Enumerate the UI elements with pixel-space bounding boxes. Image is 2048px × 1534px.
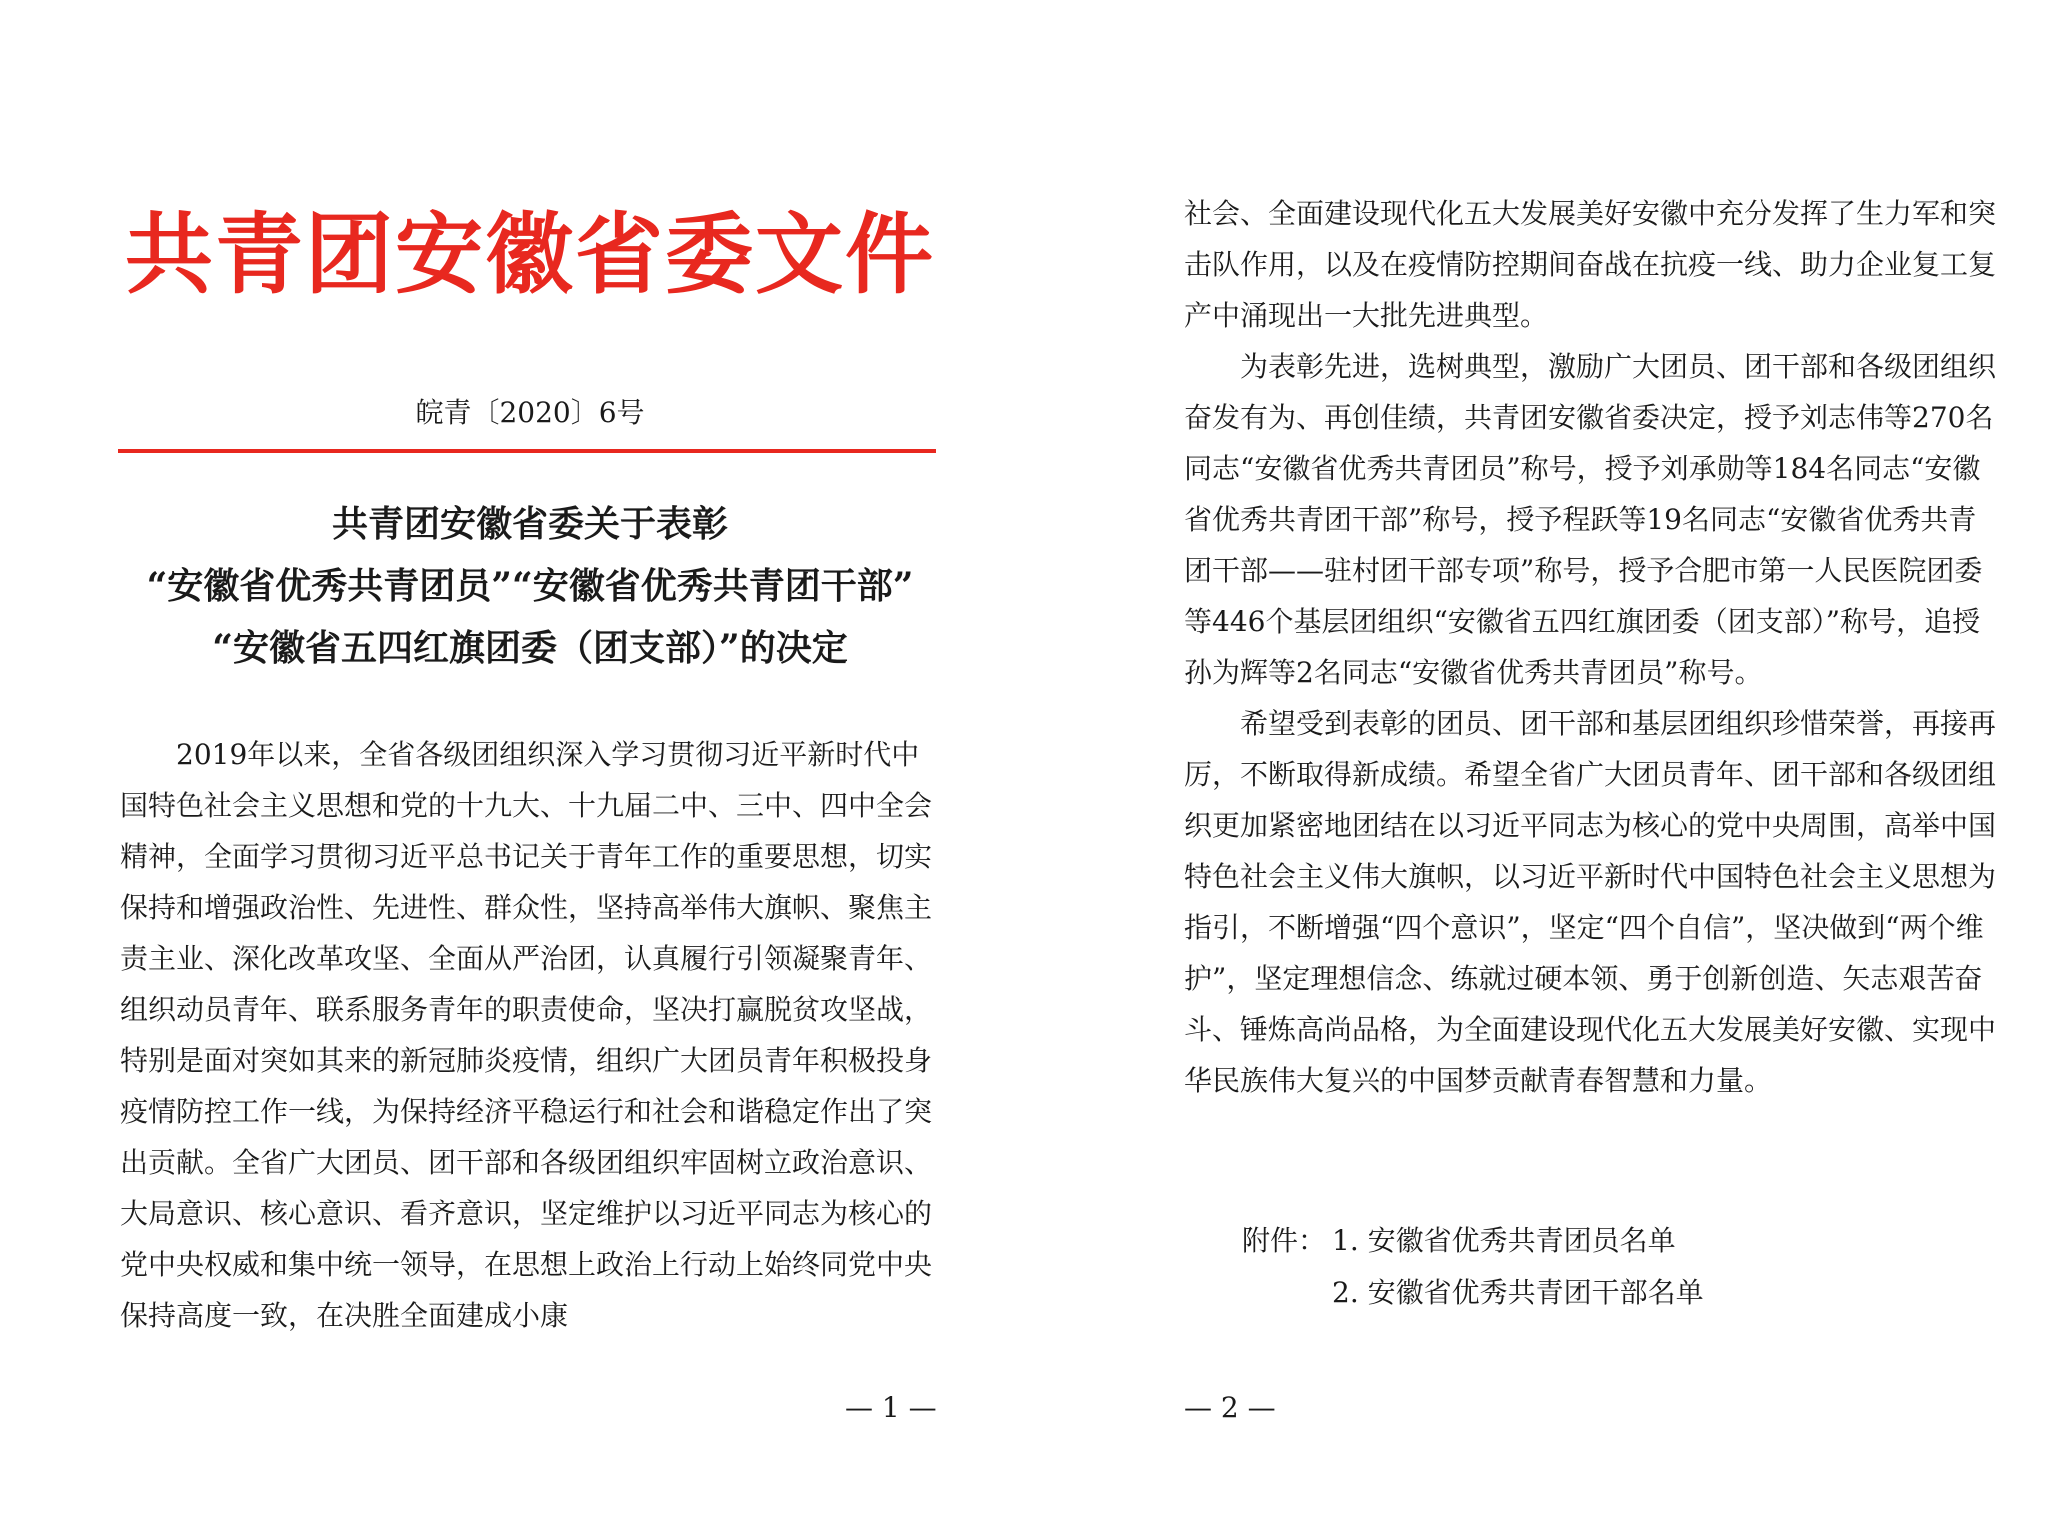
page-number-1: — 1 — (845, 1391, 937, 1424)
page-number-2: — 2 — (1184, 1391, 1276, 1424)
title-line-2: “安徽省优秀共青团员”“安徽省优秀共青团干部” (146, 565, 914, 607)
attachment-name: 1. 安徽省优秀共青团员名单 (1332, 1224, 1676, 1257)
body-text-page-2 (1184, 188, 2004, 1106)
document-title (120, 493, 940, 679)
attachments-label: 附件： (1242, 1224, 1327, 1257)
title-line-3: “安徽省五四红旗团委（团支部）”的决定 (212, 627, 848, 669)
attachments-list (1242, 1215, 1704, 1319)
attachment-item-1 (1242, 1215, 1704, 1267)
red-divider-line (118, 449, 936, 453)
body-text-page-1 (120, 729, 940, 1341)
title-line-1: 共青团安徽省委关于表彰 (331, 503, 728, 545)
paragraph-3: 希望受到表彰的团员、团干部和基层团组织珍惜荣誉，再接再厉，不断取得新成绩。希望全省广大团员青年、团干部和各级团组织更加紧密地团结在以习近平同志为核心的党中央周围，高举中国特色社会主义伟大旗帜，以习近平新时代中国特色社会主义思想为指引，不断增强“四个意识”，坚定“四个自信”，坚决做到“两个维护”，坚定理想信念、练就过硬本领、勇于创新创造、矢志艰苦奋斗、锤炼高尚品格，为全面建设现代化五大发展美好安徽、实现中华民族伟大复兴的中国梦贡献青春智慧和力量。 (1184, 707, 1997, 1097)
paragraph-continued: 社会、全面建设现代化五大发展美好安徽中充分发挥了生力军和突击队作用，以及在疫情防控期间奋战在抗疫一线、助力企业复工复产中涌现出一大批先进典型。 (1184, 197, 1997, 332)
document-header: 共青团安徽省委文件 (124, 203, 935, 306)
attachment-name: 2. 安徽省优秀共青团干部名单 (1332, 1276, 1704, 1309)
attachment-item-2 (1242, 1267, 1704, 1319)
document-number: 皖青〔2020〕6号 (415, 396, 645, 429)
document-page-2 (1024, 0, 2048, 1534)
paragraph-1: 2019年以来，全省各级团组织深入学习贯彻习近平新时代中国特色社会主义思想和党的十九大、十九届二中、三中、四中全会精神，全面学习贯彻习近平总书记关于青年工作的重要思想，切实保持和增强政治性、先进性、群众性，坚持高举伟大旗帜、聚焦主责主业、深化改革攻坚、全面从严治团，认真履行引领凝聚青年、组织动员青年、联系服务青年的职责使命，坚决打赢脱贫攻坚战，特别是面对突如其来的新冠肺炎疫情，组织广大团员青年积极投身疫情防控工作一线，为保持经济平稳运行和社会和谐稳定作出了突出贡献。全省广大团员、团干部和各级团组织牢固树立政治意识、大局意识、核心意识、看齐意识，坚定维护以习近平同志为核心的党中央权威和集中统一领导，在思想上政治上行动上始终同党中央保持高度一致，在决胜全面建成小康 (120, 738, 933, 1332)
paragraph-2: 为表彰先进，选树典型，激励广大团员、团干部和各级团组织奋发有为、再创佳绩，共青团安徽省委决定，授予刘志伟等270名同志“安徽省优秀共青团员”称号，授予刘承勋等184名同志“安徽省优秀共青团干部”称号，授予程跃等19名同志“安徽省优秀共青团干部——驻村团干部专项”称号，授予合肥市第一人民医院团委等446个基层团组织“安徽省五四红旗团委（团支部）”称号，追授孙为辉等2名同志“安徽省优秀共青团员”称号。 (1184, 350, 1997, 689)
